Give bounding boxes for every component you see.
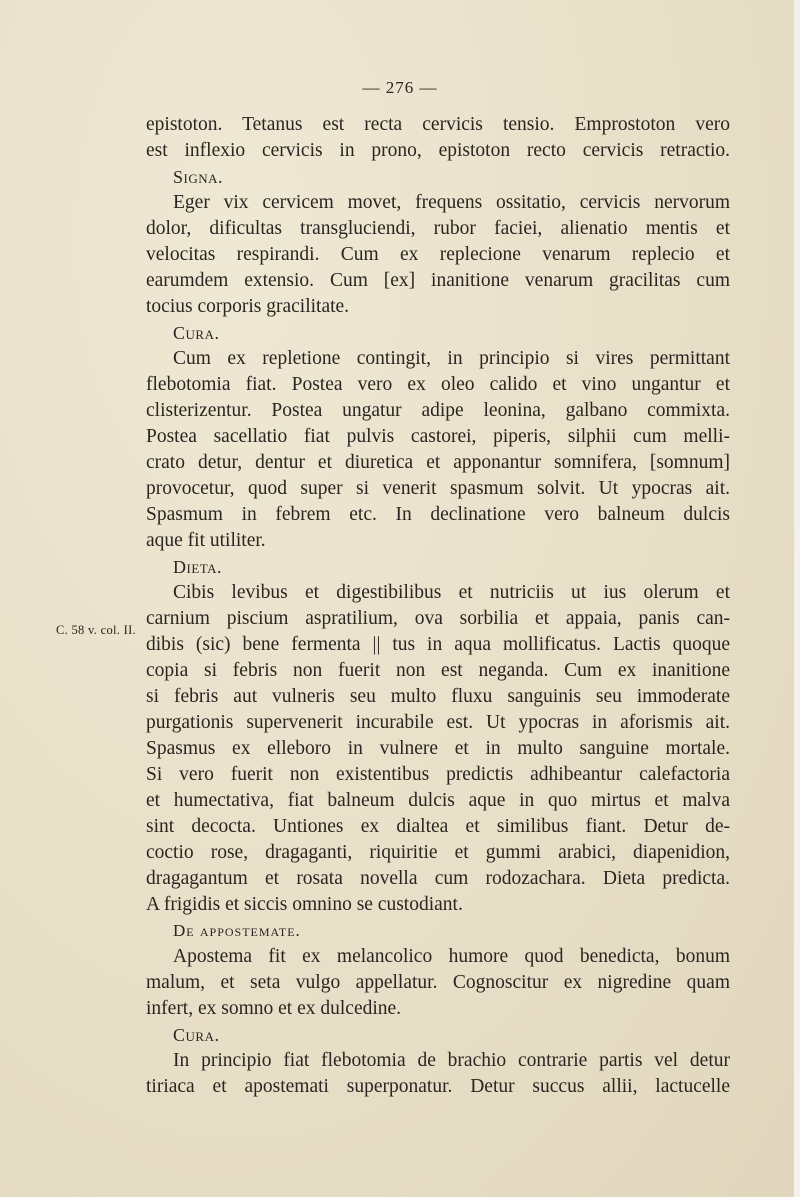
- text-line: coctio rose, dragaganti, riquiritie et gummi arabici, diapenidion,: [146, 842, 730, 863]
- text-line: clisterizentur. Postea ungatur adipe leonina, galbano commixta.: [146, 400, 730, 421]
- text-line: Cum ex repletione contingit, in principio si vires permittant: [173, 348, 730, 369]
- section-heading: Cura.: [173, 1025, 220, 1045]
- text-line: In principio fiat flebotomia de brachio contrarie partis vel detur: [173, 1050, 730, 1071]
- text-line: copia si febris non fuerit non est neganda. Cum ex inanitione: [146, 660, 730, 681]
- text-line: crato detur, dentur et diuretica et apponantur somnifera, [somnum]: [146, 452, 730, 473]
- page-number: — 276 —: [362, 78, 438, 97]
- text-line: provocetur, quod super si venerit spasmum solvit. Ut ypocras ait.: [146, 478, 730, 499]
- text-line: infert, ex somno et ex dulcedine.: [146, 998, 402, 1019]
- text-line: Postea sacellatio fiat pulvis castorei, piperis, silphii cum melli-: [146, 426, 730, 447]
- text-line: Cibis levibus et digestibilibus et nutriciis ut ius olerum et: [173, 582, 730, 603]
- text-line: velocitas respirandi. Cum ex replecione venarum replecio et: [146, 244, 730, 265]
- text-line: dragagantum et rosata novella cum rodozachara. Dieta predicta.: [146, 868, 730, 889]
- text-line: Eger vix cervicem movet, frequens ossitatio, cervicis nervorum: [173, 192, 730, 213]
- text-line: epistoton. Tetanus est recta cervicis tensio. Emprostoton vero: [146, 114, 730, 135]
- text-line: est inflexio cervicis in prono, epistoton recto cervicis retractio.: [146, 140, 730, 161]
- text-line: et humectativa, fiat balneum dulcis aque in quo mirtus et malva: [146, 790, 730, 811]
- text-line: earumdem extensio. Cum [ex] inanitione venarum gracilitas cum: [146, 270, 730, 291]
- text-line: purgationis supervenerit incurabile est. Ut ypocras in aforismis ait.: [146, 712, 730, 733]
- text-line: sint decocta. Untiones ex dialtea et similibus fiant. Detur de-: [146, 816, 730, 837]
- page-edge: [794, 0, 800, 1197]
- margin-note: C. 58 v. col. II.: [56, 623, 136, 637]
- text-line: dolor, dificultas transgluciendi, rubor faciei, alienatio mentis et: [146, 218, 730, 239]
- text-line: Spasmus ex elleboro in vulnere et in multo sanguine mortale.: [146, 738, 730, 759]
- section-heading: De appostemate.: [173, 921, 301, 940]
- text-line: tiriaca et apostemati superponatur. Detur succus allii, lactucelle: [146, 1076, 730, 1097]
- section-heading: Dieta.: [173, 557, 223, 577]
- text-line: Apostema fit ex melancolico humore quod benedicta, bonum: [173, 946, 730, 967]
- text-line: si febris aut vulneris seu multo fluxu sanguinis seu immoderate: [146, 686, 730, 707]
- text-line: dibis (sic) bene fermenta || tus in aqua mollificatus. Lactis quoque: [146, 634, 730, 655]
- text-line: Spasmum in febrem etc. In declinatione vero balneum dulcis: [146, 504, 730, 525]
- text-line: Si vero fuerit non existentibus predictis adhibeantur calefactoria: [146, 764, 730, 785]
- section-heading: Cura.: [173, 323, 220, 343]
- text-line: tocius corporis gracilitate.: [146, 296, 350, 317]
- section-heading: Signa.: [173, 167, 224, 187]
- text-line: A frigidis et siccis omnino se custodiant.: [146, 894, 463, 915]
- text-line: aque fit utiliter.: [146, 530, 266, 551]
- text-line: carnium piscium aspratilium, ova sorbilia et appaia, panis can-: [146, 608, 730, 629]
- text-line: malum, et seta vulgo appellatur. Cognoscitur ex nigredine quam: [146, 972, 730, 993]
- body-text: [146, 112, 730, 1100]
- text-line: flebotomia fiat. Postea vero ex oleo calido et vino ungantur et: [146, 374, 730, 395]
